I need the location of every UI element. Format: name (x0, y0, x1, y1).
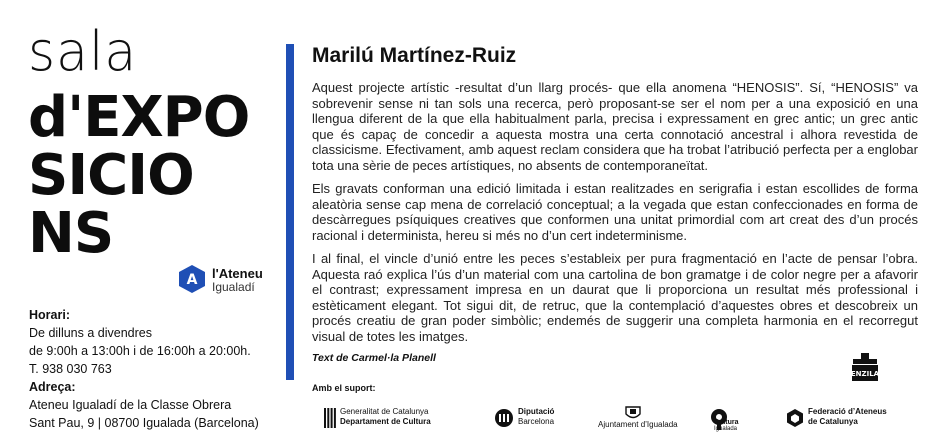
adreca-line: Ateneu Igualadí de la Classe Obrera (29, 398, 232, 412)
text-credit: Text de Carmel·la Planell (312, 352, 436, 364)
ateneu-hexagon-icon (178, 264, 206, 294)
sponsor-line-1: Generalitat de Catalunya (340, 407, 429, 416)
paragraph: Aquest projecte artístic -resultat d’un llarg procés- que ella anomena “HENOSIS”. Sí, “HENOSIS” va sobrevenir sense ni tan sols una recerca, però proposant-se ser el nom per a una exposició en una llengua diferent de la que ella habitualment parla, precisa i expressament en grec antic; un grec antic que és capaç de concedir a aquesta mostra una certa connotació ancestral i alhora revestida de classicisme. Efectivament, amb aquest reclam considera que ha trobat l’atribució perfecta per a englobar tota una sèrie de peces artístiques, no absents de contemporaneïtat. (312, 80, 918, 173)
enzila-logo (848, 352, 882, 386)
sponsor-line-1: Federació d’Ateneus (808, 407, 887, 416)
exposicions-heading-line-2: SICIO (28, 143, 194, 208)
horari-label: Horari: (29, 308, 70, 322)
sala-heading: sala (28, 20, 138, 84)
accent-vertical-rule (286, 44, 294, 380)
exposicions-heading-line-1: d'EXPO (28, 85, 250, 150)
sponsor-generalitat (324, 407, 464, 433)
logo-text-line-1: l'Ateneu (212, 266, 263, 281)
sponsor-diputacio (494, 407, 564, 433)
sponsor-line-1: Diputació (518, 407, 555, 416)
sponsor-line-1: Cultura (714, 419, 739, 426)
paragraph: I al final, el vincle d’unió entre les peces s’estableix per pura fragmentació en l’acte de pensar l’obra. Aquesta raó explica l’ús d’un material com una cartolina de bon gramatge i de color negre per a afavorir el contrast; expressament impresa en un daurat que li proporciona un resultat més professional i estèticament elegant. Tot sigui dit, de retruc, que la contemplació d’aquestes obres et descobreix un procés creatiu de gran poder simbòlic; endemés de suggerir una completa harmonia en el recorregut visual de totes les imatges. (312, 251, 918, 344)
paragraph: Els gravats conforman una edició limitada i estan realitzades en serigrafia i estan escollides de forma aleatòria sense cap mena de correlació conceptual; a la vegada que estan confeccionades en forma de descàrregues psíquiques creatives que conformen una unitat primordial com art creat des d’un procés racional i determinista, hereu si més no d’un cert indeterminisme. (312, 181, 918, 243)
ajuntament-crest-icon (624, 405, 642, 421)
federacio-icon (786, 408, 804, 428)
horari-line: De dilluns a divendres (29, 326, 152, 340)
sponsor-line-2: Igualada (714, 426, 738, 432)
svg-text:A: A (186, 272, 198, 288)
diputacio-icon (494, 408, 514, 428)
sponsor-line-1: Ajuntament d’Igualada (598, 420, 678, 429)
left-column (0, 0, 285, 440)
sponsor-federacio (786, 407, 896, 433)
sponsor-ajuntament (598, 407, 698, 433)
artist-title: Marilú Martínez-Ruiz (312, 44, 517, 67)
enzila-logo-icon (848, 352, 882, 386)
sponsor-line-2: de Catalunya (808, 417, 858, 426)
generalitat-icon (324, 408, 336, 428)
phone-line: T. 938 030 763 (29, 362, 112, 376)
adreca-line: Sant Pau, 9 | 08700 Igualada (Barcelona) (29, 416, 259, 430)
exposicions-heading-line-3: NS (28, 201, 114, 266)
info-block (29, 306, 259, 432)
sponsor-line-2: Departament de Cultura (340, 417, 431, 426)
sponsor-cultura (710, 407, 770, 433)
logo-text-line-2: Igualadí (212, 280, 255, 294)
enzila-text: ENZILA (850, 370, 880, 378)
adreca-label: Adreça: (29, 380, 76, 394)
support-label: Amb el suport: (312, 383, 376, 393)
ateneu-logo (178, 264, 268, 298)
sponsor-line-2: Barcelona (518, 417, 555, 426)
horari-line: de 9:00h a 13:00h i de 16:00h a 20:00h. (29, 344, 251, 358)
